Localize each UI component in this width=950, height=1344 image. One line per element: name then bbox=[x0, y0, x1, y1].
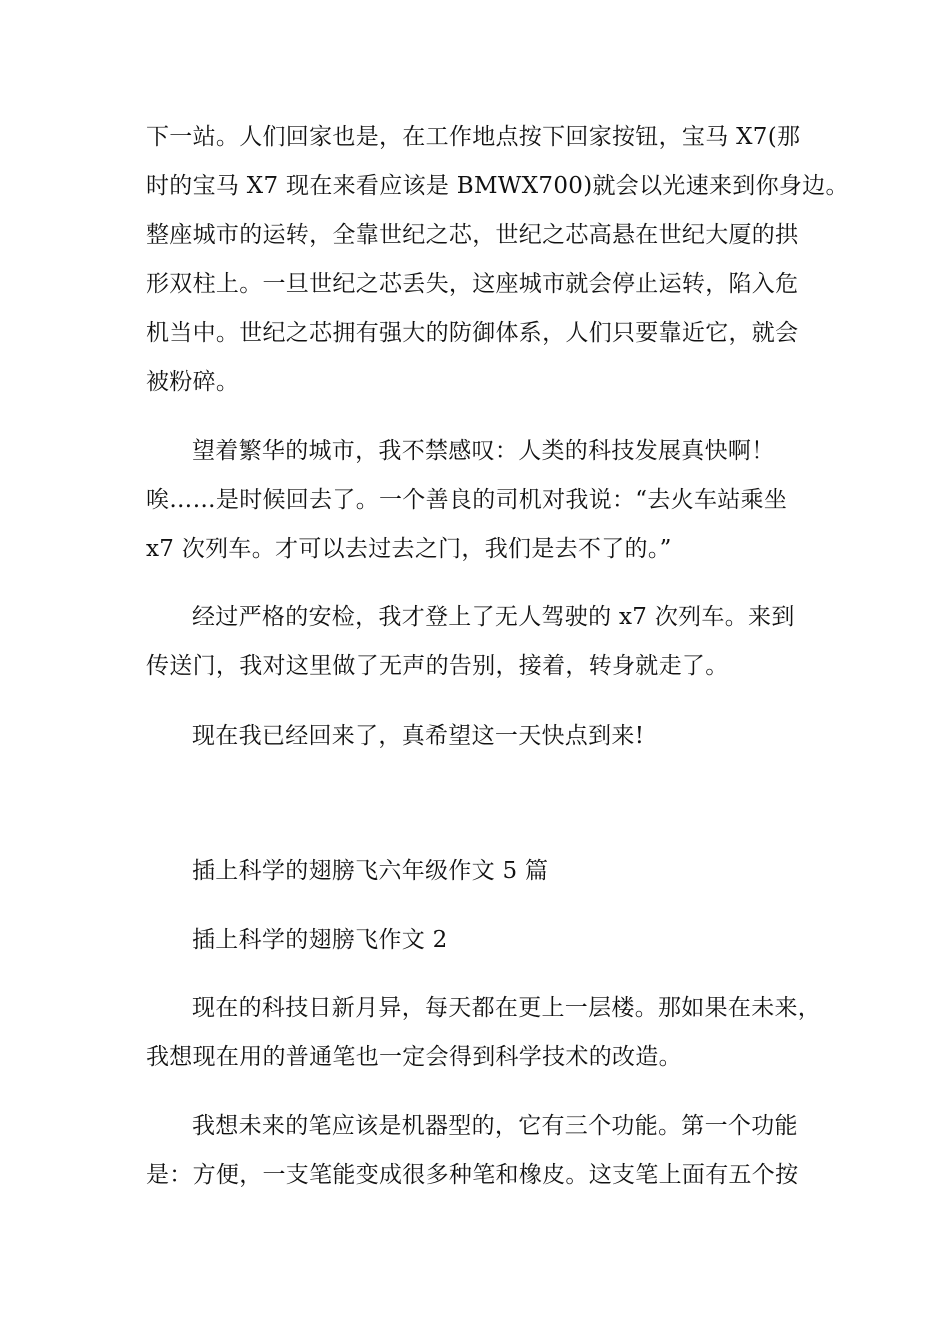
paragraph-line: 唉……是时候回去了。一个善良的司机对我说：“去火车站乘坐 bbox=[146, 487, 788, 513]
paragraph-line: 是：方便，一支笔能变成很多种笔和橡皮。这支笔上面有五个按 bbox=[146, 1162, 799, 1188]
paragraph-line: 传送门，我对这里做了无声的告别，接着，转身就走了。 bbox=[146, 653, 729, 679]
paragraph-line: 下一站。人们回家也是，在工作地点按下回家按钮，宝马 X7(那 bbox=[146, 124, 801, 150]
paragraph-line: 被粉碎。 bbox=[146, 369, 240, 395]
paragraph-line: 望着繁华的城市，我不禁感叹：人类的科技发展真快啊！ bbox=[192, 438, 775, 464]
paragraph-line: 我想现在用的普通笔也一定会得到科学技术的改造。 bbox=[146, 1044, 682, 1070]
paragraph-line: 时的宝马 X7 现在来看应该是 BMWX700)就会以光速来到你身边。 bbox=[146, 173, 849, 199]
paragraph-line: 整座城市的运转，全靠世纪之芯，世纪之芯高悬在世纪大厦的拱 bbox=[146, 222, 799, 248]
paragraph-line: 经过严格的安检，我才登上了无人驾驶的 x7 次列车。来到 bbox=[192, 604, 795, 630]
paragraph-line: x7 次列车。才可以去过去之门，我们是去不了的。” bbox=[146, 536, 672, 562]
paragraph-line: 现在的科技日新月异，每天都在更上一层楼。那如果在未来， bbox=[192, 995, 822, 1021]
section-subtitle: 插上科学的翅膀飞作文 2 bbox=[192, 927, 448, 953]
paragraph-line: 我想未来的笔应该是机器型的，它有三个功能。第一个功能 bbox=[192, 1113, 798, 1139]
section-title: 插上科学的翅膀飞六年级作文 5 篇 bbox=[192, 858, 549, 884]
paragraph-line: 形双柱上。一旦世纪之芯丢失，这座城市就会停止运转，陷入危 bbox=[146, 271, 799, 297]
paragraph-line: 现在我已经回来了，真希望这一天快点到来! bbox=[192, 723, 645, 749]
paragraph-line: 机当中。世纪之芯拥有强大的防御体系，人们只要靠近它，就会 bbox=[146, 320, 799, 346]
